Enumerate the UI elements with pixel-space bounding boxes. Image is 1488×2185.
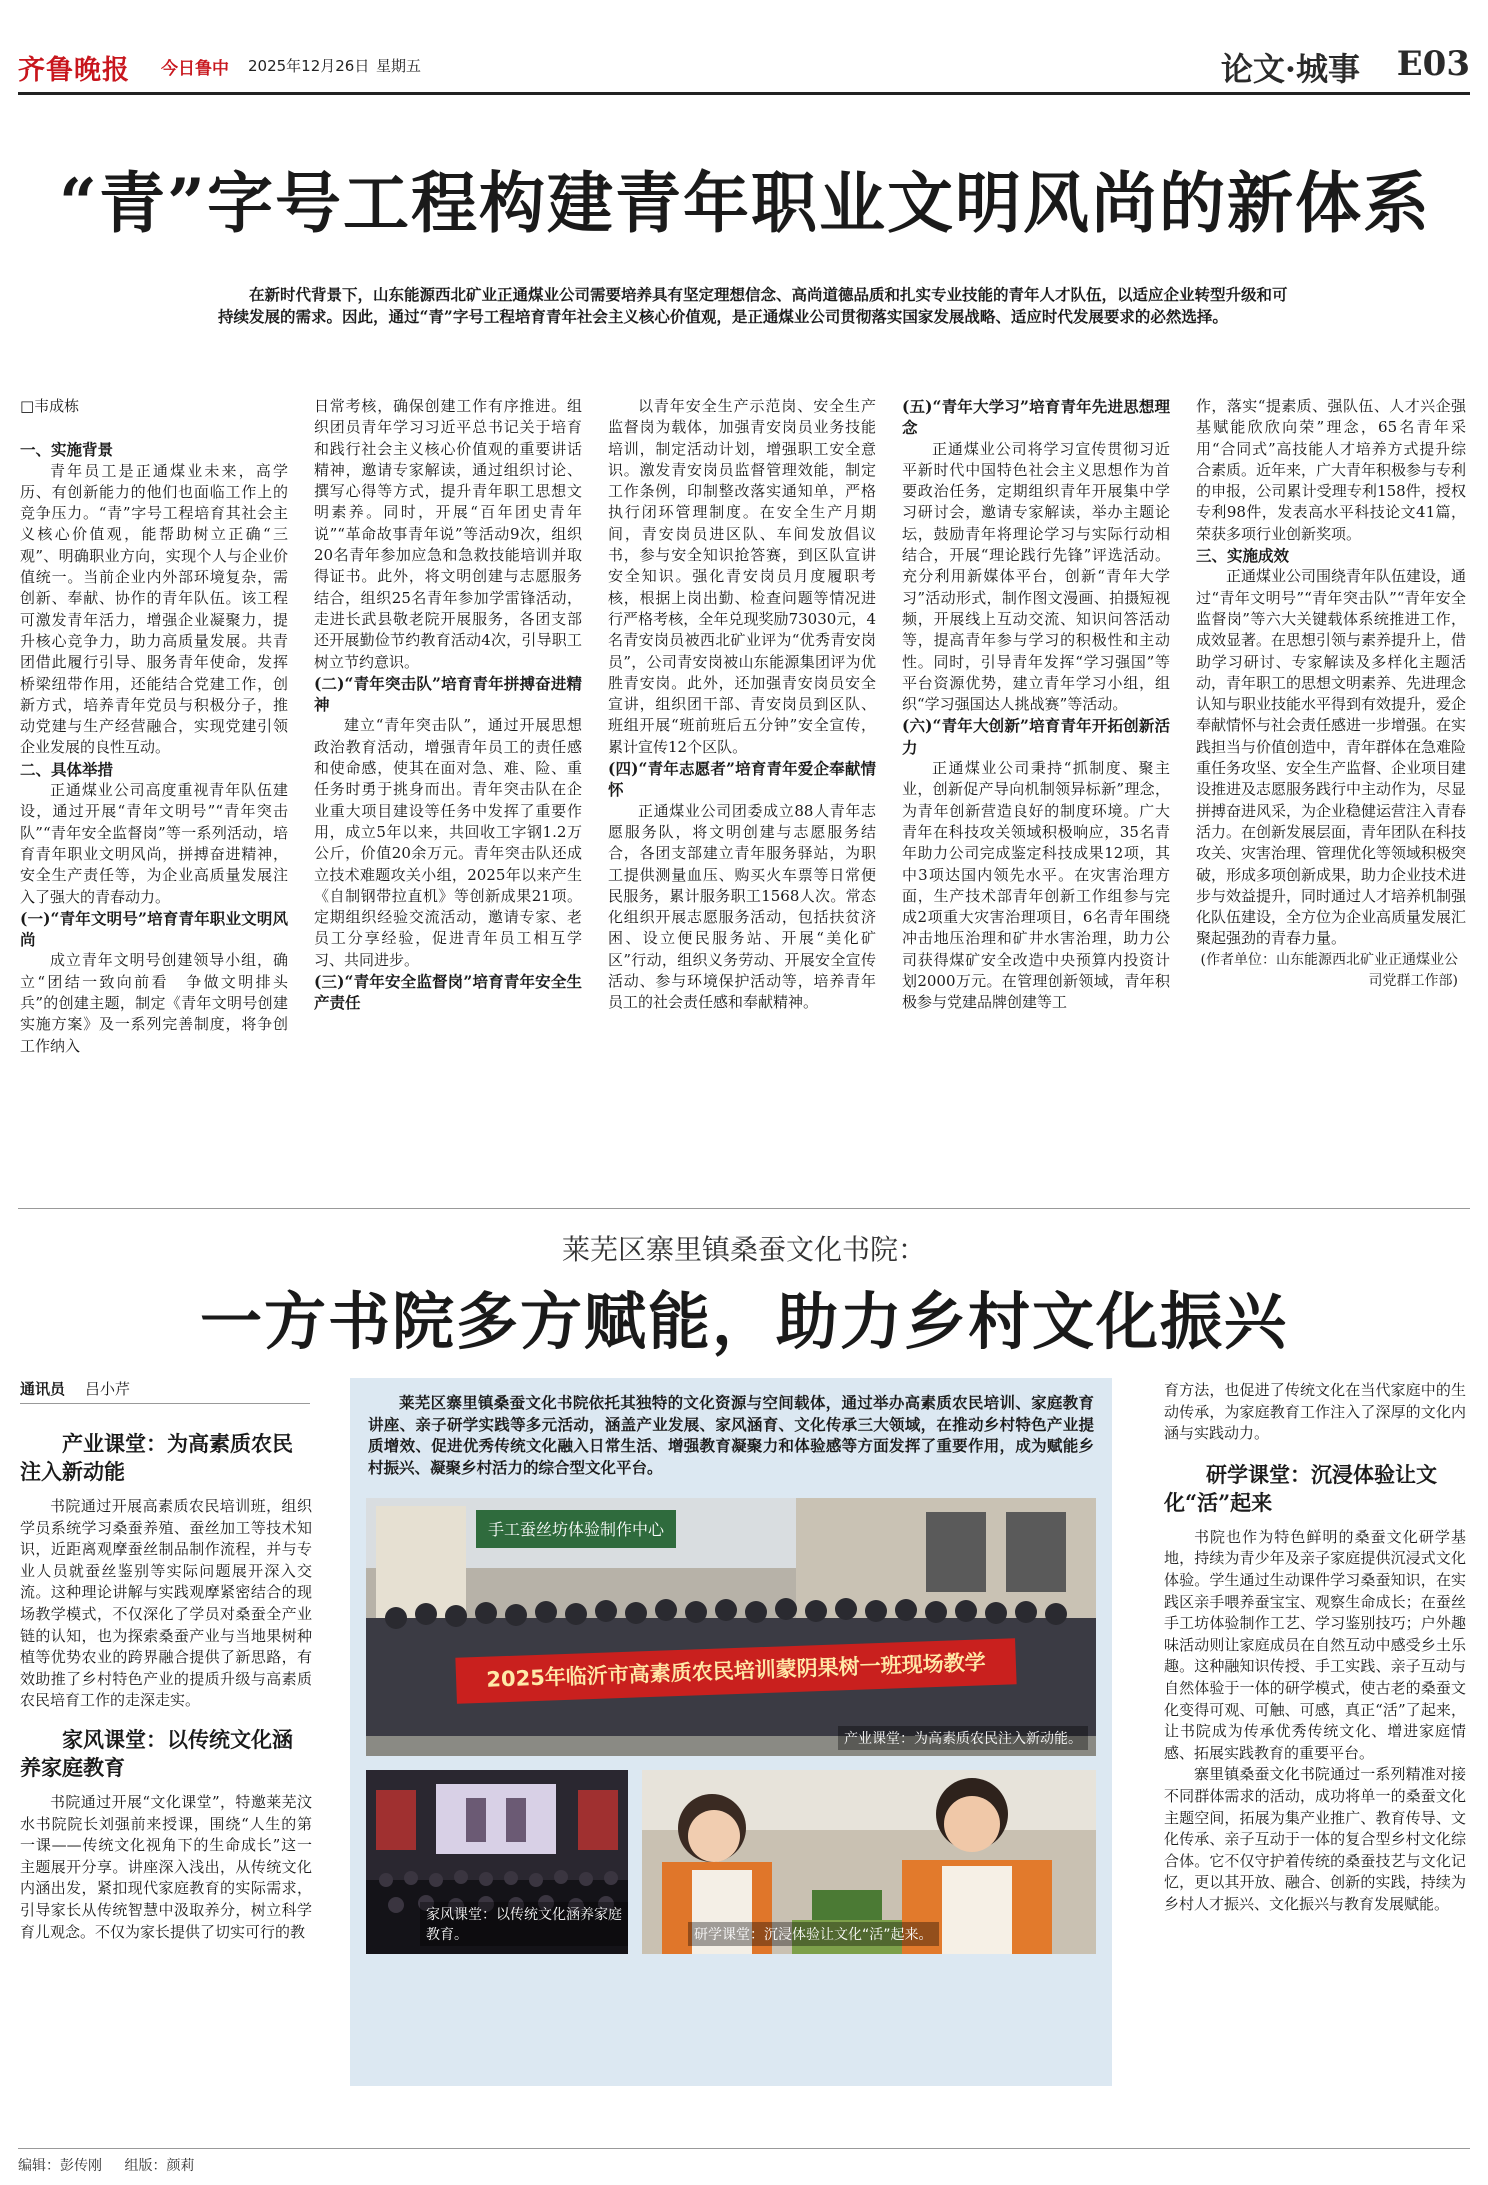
photo-caption: 产业课堂：为高素质农民注入新动能。 (838, 1726, 1088, 1750)
paragraph: 青年员工是正通煤业未来，高学历、有创新能力的他们也面临工作上的竞争压力。“青”字号工程培育其社会主义核心价值观，能帮助树立正确“三观”、明确职业方向，实现个人与企业价值统一。当前企业内外部环境复杂，需创新、奉献、协作的青年队伍。该工程可激发青年活力，增强企业凝聚力，提升核心竞争力，助力高质量发展。共青团借此履行引导、服务青年使命，发挥桥梁纽带作用，还能结合党建工作，创新方式，培养青年党员与积极分子，推动党建与生产经营融合，实现党建引领企业发展的良性互动。 (20, 461, 288, 757)
subsection-heading: (二)“青年突击队”培育青年拼搏奋进精神 (314, 673, 582, 715)
section-heading: 二、具体举措 (20, 759, 114, 779)
photo-lecture-hall (366, 1770, 628, 1954)
photo-training-group (366, 1498, 1096, 1756)
article1-column-4 (902, 396, 1170, 1196)
photo-caption: 家风课堂：以传统文化涵养家庭教育。 (420, 1902, 628, 1946)
subsection-heading: (六)“青年大创新”培育青年开拓创新活力 (902, 716, 1170, 757)
masthead (18, 44, 1470, 88)
article2-headline: 一方书院多方赋能，助力乡村文化振兴 (199, 1285, 1288, 1358)
reporter-label: 通讯员 (20, 1380, 66, 1398)
section-title: 研学课堂：沉浸体验让文化“活”起来 (1164, 1461, 1437, 1515)
article1-author: □韦成栋 (20, 397, 80, 415)
paragraph: 育方法，也促进了传统文化在当代家庭中的生动传承，为家庭教育工作注入了深厚的文化内涵与实践动力。 (1164, 1381, 1466, 1443)
photo-sign-text: 手工蚕丝坊体验制作中心 (487, 1520, 665, 1539)
author-affiliation: (作者单位：山东能源西北矿业正通煤业公司党群工作部) (1200, 951, 1458, 990)
section-heading: 一、实施背景 (20, 440, 114, 460)
article2-right-column (1164, 1380, 1466, 2120)
article1-column-1 (20, 396, 288, 1196)
photo-caption: 研学课堂：沉浸体验让文化“活”起来。 (688, 1922, 939, 1946)
article2-left-column (20, 1430, 312, 2120)
section-title: 产业课堂：为高素质农民注入新动能 (20, 1431, 293, 1484)
article1-column-3 (608, 396, 876, 1196)
photo-training-group-image (366, 1498, 1096, 1756)
paragraph: 日常考核，确保创建工作有序推进。组织团员青年学习习近平总书记关于培育和践行社会主义核心价值观的重要讲话精神，邀请专家解读，通过组织讨论、撰写心得等方式，提升青年职工思想文明素养。同时，开展“百年团史青年说”“革命故事青年说”等活动9次，组织20名青年参加应急和急救技能培训并取得证书。此外，将文明创建与志愿服务结合，组织25名青年参加学雷锋活动，走进长武县敬老院开展服务，各团支部还开展勤俭节约教育活动4次，引导职工树立节约意识。 (314, 397, 582, 671)
subsection-heading: (一)“青年文明号”培育青年职业文明风尚 (20, 908, 288, 950)
paragraph: 书院通过开展“文化课堂”，特邀莱芜汶水书院院长刘强前来授课，围绕“人生的第一课——传统文化视角下的生命成长”这一主题展开分享。讲座深入浅出，从传统文化内涵出发，紧扣现代家庭教育的实际需求，引导家长从传统智慧中汲取养分，树立科学育儿观念。不仅为家长提供了切实可行的教 (20, 1792, 312, 1941)
subsection-heading: (四)“青年志愿者”培育青年爱企奉献情怀 (608, 759, 876, 800)
designer-credit: 组版：颜莉 (124, 2158, 195, 2174)
section-title: 家风课堂：以传统文化涵养家庭教育 (20, 1726, 293, 1780)
article2-kicker: 莱芜区寨里镇桑蚕文化书院： (561, 1233, 926, 1266)
reporter-name: 吕小芹 (85, 1380, 131, 1398)
page-code: E03 (1396, 44, 1470, 84)
paragraph: 建立“青年突击队”，通过开展思想政治教育活动，增强青年员工的责任感和使命感，使其在面对急、难、险、重任务时勇于挑身而出。青年突击队在企业重大项目建设等任务中发挥了重要作用，成立5年以来，共回收工字钢1.2万公斤，价值20余万元。青年突击队还成立技术难题攻关小组，2025年以来产生《自制钢带拉直机》等创新成果21项。定期组织经验交流活动，邀请专家、老员工分享经验，促进青年员工相互学习、共同进步。 (314, 716, 582, 969)
issue-weekday: 星期五 (376, 57, 422, 75)
article1-lead: 在新时代背景下，山东能源西北矿业正通煤业公司需要培养具有坚定理想信念、高尚道德品质和扎实专业技能的青年人才队伍，以适应企业转型升级和可持续发展的需求。因此，通过“青”字号工程培育青年社会主义核心价值观，是正通煤业公司贯彻落实国家发展战略、适应时代发展要求的必然选择。 (218, 285, 1288, 326)
article1-column-5 (1196, 396, 1466, 1196)
paragraph: 正通煤业公司高度重视青年队伍建设，通过开展“青年文明号”“青年突击队”“青年安全监督岗”等一系列活动，培育青年职业文明风尚，拼搏奋进精神，安全生产责任等，为企业高质量发展注入了强大的青春动力。 (20, 781, 288, 906)
paragraph: 正通煤业公司将学习宣传贯彻习近平新时代中国特色社会主义思想作为首要政治任务，定期组织青年开展集中学习研讨会，邀请专家解读，举办主题论坛，鼓励青年将理论学习与实际行动相结合，开展“理论践行先锋”评选活动。充分利用新媒体平台，创新“青年大学习”活动形式，制作图文漫画、拍摄短视频，开展线上互动交流、知识问答活动等，提高青年参与学习的积极性和主动性。同时，引导青年发挥“学习强国”等平台资源优势，建立青年学习小组，组织“学习强国达人挑战赛”等活动。 (902, 439, 1170, 714)
newspaper-logo: 齐鲁晚报 (18, 55, 130, 86)
issue-date: 2025年12月26日 (248, 57, 370, 75)
paragraph: 书院也作为特色鲜明的桑蚕文化研学基地，持续为青少年及亲子家庭提供沉浸式文化体验。学生通过生动课件学习桑蚕知识，在实践区亲手喂养蚕宝宝、观察生命成长；在蚕丝手工坊体验制作工艺、学习鉴别技巧；户外趣味活动则让家庭成员在自然互动中感受乡土乐趣。这种融知识传授、手工实践、亲子互动与自然体验于一体的研学模式，使古老的桑蚕文化变得可观、可触、可感，真正“活”了起来，让书院成为传承优秀传统文化、增进家庭情感、拓展实践教育的重要平台。 (1164, 1527, 1466, 1762)
paragraph: 以青年安全生产示范岗、安全生产监督岗为载体，加强青安岗员业务技能培训，制定活动计划，增强职工安全意识。激发青安岗员监督管理效能，制定工作条例，印制整改落实通知单，严格执行闭环管理制度。在安全生产月期间，青安岗员进区队、车间发放倡议书，参与安全知识抢答赛，到区队宣讲安全知识。强化青安岗员月度履职考核，根据上岗出勤、检查问题等情况进行严格考核，全年兑现奖励73030元，4名青安岗员被西北矿业评为“优秀青安岗员”，公司青安岗被山东能源集团评为优胜青安岗。此外，还加强青安岗员安全宣讲，组织团干部、青安岗员到区队、班组开展“班前班后五分钟”安全宣传，累计宣传12个区队。 (608, 397, 876, 756)
masthead-rule (18, 92, 1470, 95)
paragraph: 正通煤业公司秉持“抓制度、聚主业，创新促产导向机制领异标新”理念，为青年创新营造良好的制度环境。广大青年在科技攻关领域积极响应，35名青年助力公司完成鉴定科技成果12项，其中3项达国内领先水平。在灾害治理方面，生产技术部青年创新工作组参与完成2项重大灾害治理项目，6名青年围绕冲击地压治理和矿井水害治理，助力公司获得煤矿安全改造中央预算内投资计划2000万元。在管理创新领域，青年积极参与党建品牌创建等工 (902, 759, 1170, 1012)
article2-lead: 莱芜区寨里镇桑蚕文化书院依托其独特的文化资源与空间载体，通过举办高素质农民培训、家庭教育讲座、亲子研学实践等多元活动，涵盖产业发展、家风涵育、文化传承三大领域，在推动乡村特色产业提质增效、促进优秀传统文化融入日常生活、增强教育凝聚力和体验感等方面发挥了重要作用，成为赋能乡村振兴、凝聚乡村活力的综合型文化平台。 (368, 1393, 1094, 1477)
photo-children-silkworms (642, 1770, 1096, 1954)
paragraph: 作，落实“提素质、强队伍、人才兴企强基赋能欣欣向荣”理念，65名青年采用“合同式”高技能人才培养方式提升综合素质。近年来，广大青年积极参与专利的申报，公司累计受理专利158件，授权专利98件，发表高水平科技论文41篇，荣获多项行业创新奖项。 (1196, 397, 1466, 543)
paragraph: 寨里镇桑蚕文化书院通过一系列精准对接不同群体需求的活动，成功将单一的桑蚕文化主题空间，拓展为集产业推广、教育传导、文化传承、亲子互动于一体的复合型乡村文化综合体。它不仅守护着传统的桑蚕技艺与文化记忆，更以其开放、融合、创新的实践，持续为乡村人才振兴、文化振兴与教育发展赋能。 (1164, 1765, 1466, 1913)
article2-byline (20, 1378, 310, 1404)
section-heading: 三、实施成效 (1196, 546, 1290, 566)
subsection-heading: (三)“青年安全监督岗”培育青年安全生产责任 (314, 972, 582, 1013)
article1-headline: “青”字号工程构建青年职业文明风尚的新体系 (59, 164, 1431, 242)
paragraph: 正通煤业公司团委成立88人青年志愿服务队，将文明创建与志愿服务结合，各团支部建立青年服务驿站，为职工提供测量血压、购买火车票等日常便民服务，累计服务职工1568人次。常态化组织开展志愿服务活动，包括扶贫济困、设立便民服务站、开展“美化矿区”行动，组织义务劳动、开展安全宣传活动、参与环境保护活动等，培养青年员工的社会责任感和奉献精神。 (608, 801, 876, 1012)
article2-lead-box (350, 1378, 1112, 2086)
paragraph: 正通煤业公司围绕青年队伍建设，通过“青年文明号”“青年突击队”“青年安全监督岗”等六大关键载体系统推进工作，成效显著。在思想引领与素养提升上，借助学习研讨、专家解读及多样化主题活动，青年职工的思想文明素养、先进理念认知与职业技能水平得到有效提升，爱企奉献情怀与社会责任感进一步增强。在实践担当与价值创造中，青年群体在急难险重任务攻坚、安全生产监督、企业项目建设推进及志愿服务践行中主动作为，尽显拼搏奋进风采，为企业稳健运营注入青春活力。在创新发展层面，青年团队在科技攻关、灾害治理、管理优化等领域积极突破，形成多项创新成果，助力企业技术进步与效益提升，同时通过人才培养机制强化队伍建设，全方位为企业高质量发展汇聚起强劲的青春力量。 (1196, 567, 1466, 948)
subsection-heading: (五)“青年大学习”培育青年先进思想理念 (902, 397, 1170, 438)
section-name: 论文·城事 (1220, 50, 1360, 88)
editor-credit: 编辑：彭传刚 (18, 2158, 102, 2174)
paragraph: 成立青年文明号创建领导小组，确立“团结一致向前看 争做文明排头兵”的创建主题，制定《青年文明号创建实施方案》及一系列完善制度，将争创工作纳入 (20, 951, 288, 1055)
page-footer (18, 2148, 1470, 2175)
edition-label: 今日鲁中 (161, 59, 229, 79)
article-divider (18, 1208, 1470, 1209)
paragraph: 书院通过开展高素质农民培训班，组织学员系统学习桑蚕养殖、蚕丝加工等技术知识，近距离观摩蚕丝制品制作流程，并与专业人员就蚕丝鉴别等实际问题展开深入交流。这种理论讲解与实践观摩紧密结合的现场教学模式，不仅深化了学员对桑蚕全产业链的认知，也为探索桑蚕产业与当地果树种植等优势农业的跨界融合提供了新思路，有效助推了乡村特色产业的提质升级与高素质农民培育工作的走深走实。 (20, 1497, 312, 1710)
article1-column-2 (314, 396, 582, 1196)
photo-banner-text: 2025年临沂市高素质农民培训蒙阴果树一班现场教学 (486, 1650, 986, 1692)
